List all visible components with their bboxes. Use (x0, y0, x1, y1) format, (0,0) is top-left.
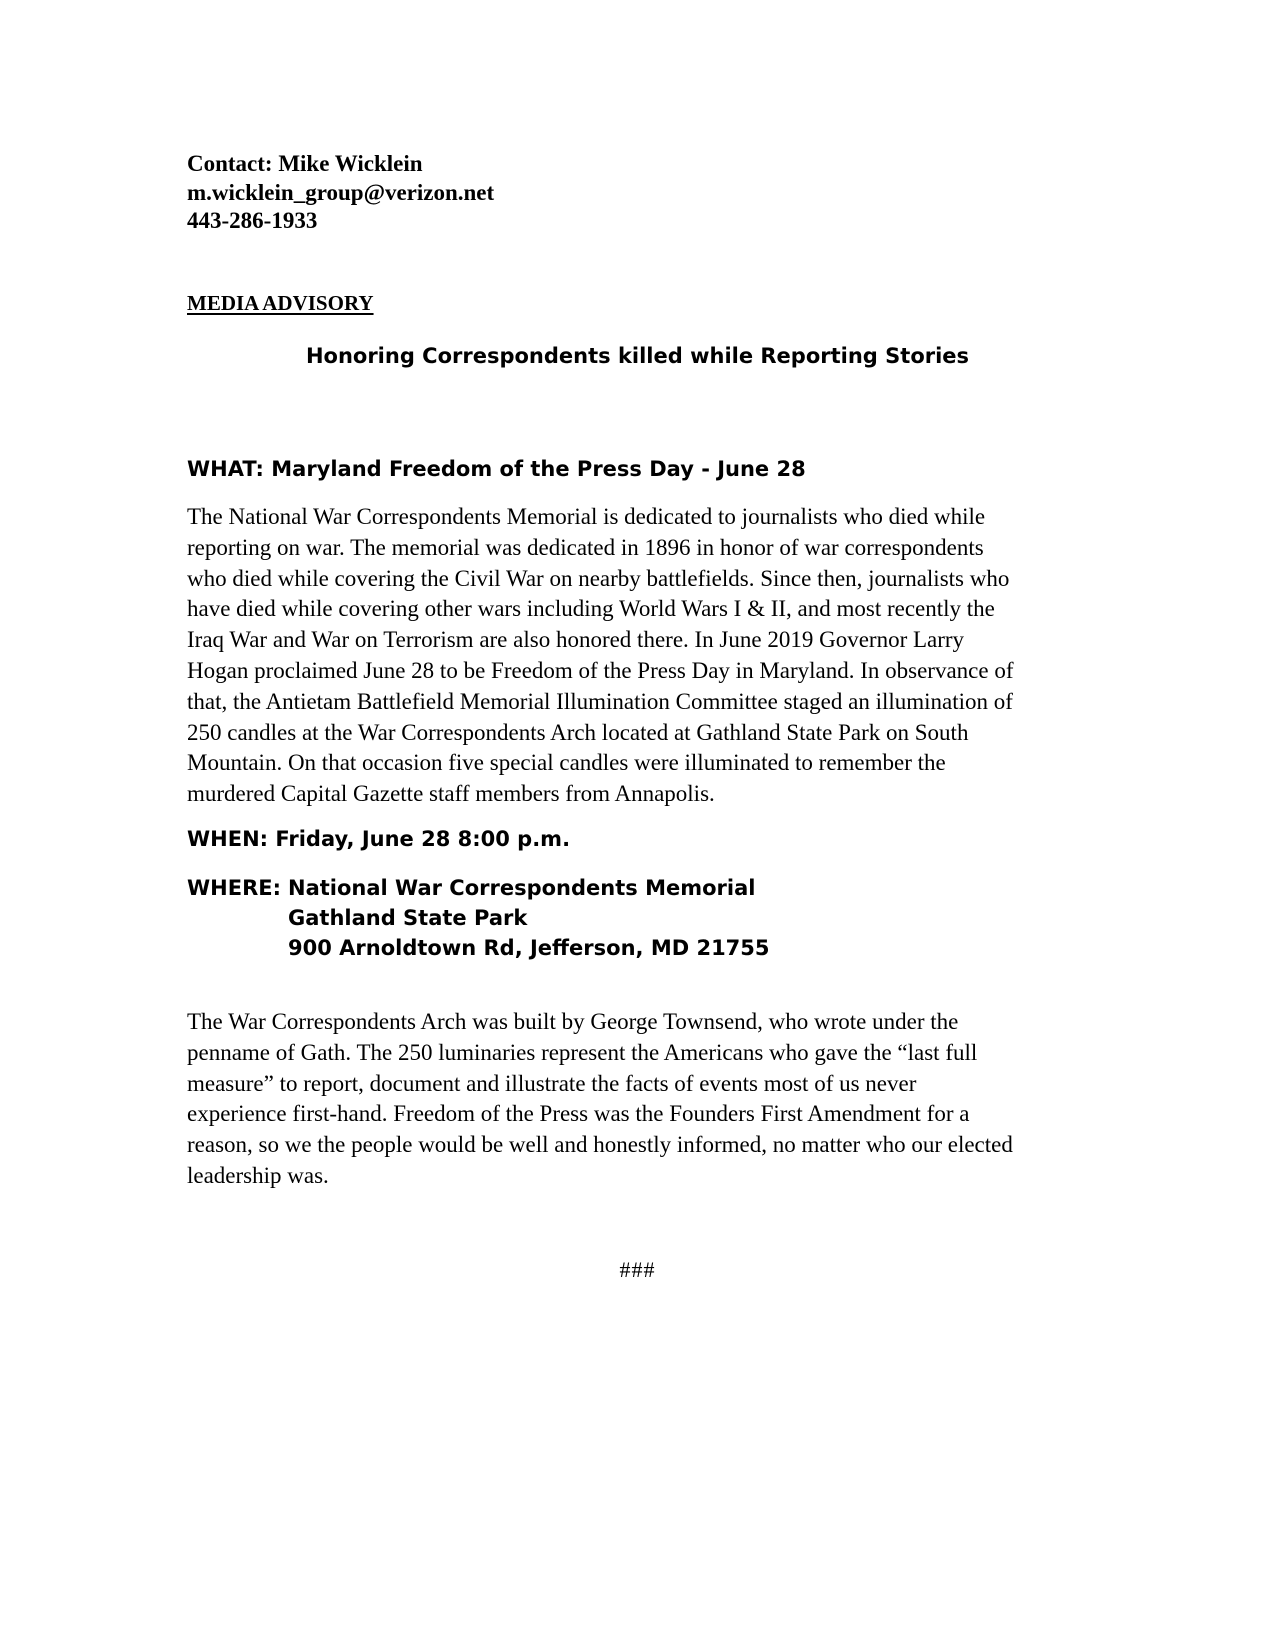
paragraph-line: that, the Antietam Battlefield Memorial Illumination Committee staged an illumination of (187, 688, 1013, 714)
paragraph-line: The War Correspondents Arch was built by George Townsend, who wrote under the (187, 1009, 959, 1034)
contact-name: Contact: Mike Wicklein (187, 151, 423, 176)
paragraph-line: Hogan proclaimed June 28 to be Freedom of the Press Day in Maryland. In observance of (187, 657, 1014, 683)
paragraph-line: who died while covering the Civil War on nearby battlefields. Since then, journalists who (187, 565, 1010, 591)
when-heading: WHEN: Friday, June 28 8:00 p.m. (187, 827, 571, 851)
paragraph-line: penname of Gath. The 250 luminaries represent the Americans who gave the “last full (187, 1039, 978, 1065)
media-advisory-label: MEDIA ADVISORY (187, 291, 374, 315)
paragraph-line: experience first-hand. Freedom of the Press was the Founders First Amendment for a (187, 1101, 970, 1127)
paragraph-line: Mountain. On that occasion five special candles were illuminated to remember the (187, 750, 946, 776)
paragraph-2 (187, 1007, 1087, 1192)
where-address: 900 Arnoldtown Rd, Jefferson, MD 21755 (288, 936, 770, 960)
contact-email: m.wicklein_group@verizon.net (187, 179, 495, 205)
paragraph-line: have died while covering other wars including World Wars I & II, and most recently the (187, 596, 995, 622)
paragraph-line: Iraq War and War on Terrorism are also honored there. In June 2019 Governor Larry (187, 627, 965, 653)
paragraph-line: leadership was. (187, 1162, 329, 1188)
what-heading: WHAT: Maryland Freedom of the Press Day - June 28 (187, 457, 806, 481)
contact-phone: 443-286-1933 (187, 208, 318, 233)
paragraph-line: 250 candles at the War Correspondents Arch located at Gathland State Park on South (187, 719, 969, 745)
paragraph-line: The National War Correspondents Memorial is dedicated to journalists who died while (187, 504, 986, 529)
contact-block (187, 150, 494, 236)
where-label: WHERE: (187, 876, 281, 900)
paragraph-line: measure” to report, document and illustrate the facts of events most of us never (187, 1070, 917, 1096)
headline: Honoring Correspondents killed while Reporting Stories (305, 344, 970, 368)
paragraph-line: murdered Capital Gazette staff members from Annapolis. (187, 781, 715, 807)
paragraph-line: reporting on war. The memorial was dedicated in 1896 in honor of war correspondents (187, 534, 984, 560)
where-venue: National War Correspondents Memorial (288, 876, 756, 900)
where-park: Gathland State Park (288, 906, 528, 930)
end-mark: ### (619, 1257, 656, 1282)
where-block (187, 873, 770, 963)
paragraph-line: reason, so we the people would be well and honestly informed, no matter who our elected (187, 1132, 1013, 1158)
paragraph-1 (187, 502, 1087, 810)
